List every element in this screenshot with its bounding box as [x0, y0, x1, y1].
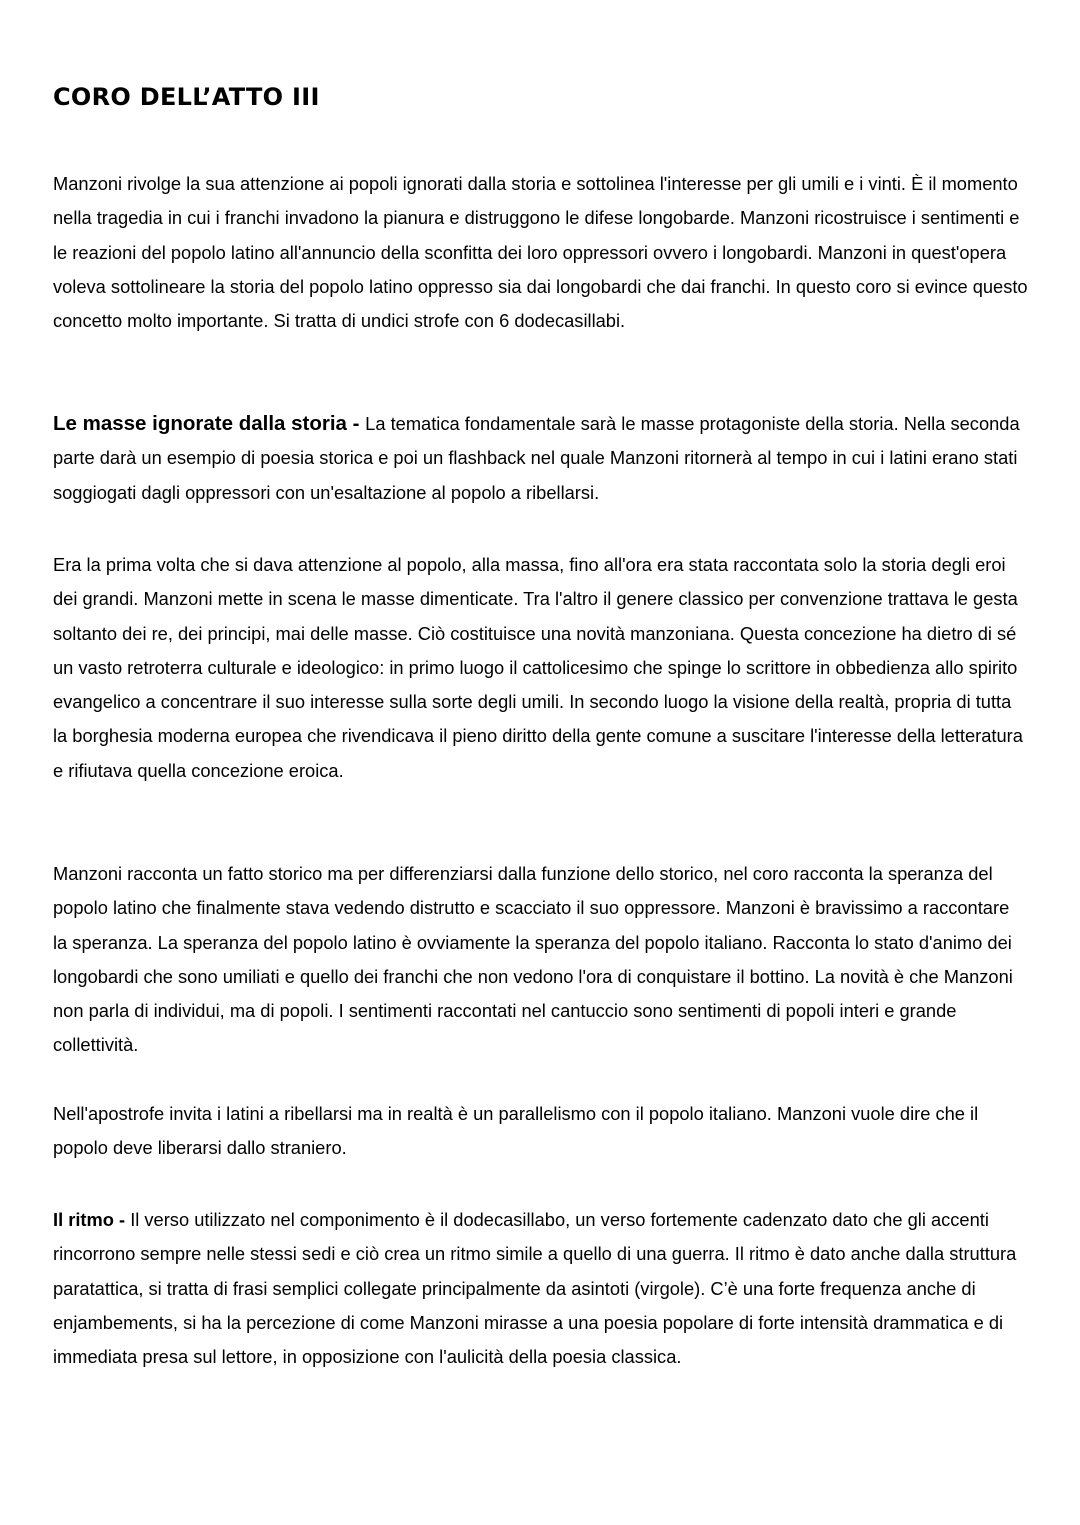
paragraph-text: Il verso utilizzato nel componimento è il dodecasillabo, un verso fortemente cadenzato dato che gli accenti rincorrono sempre nelle stessi sedi e ciò crea un ritmo simile a quello di una guerra. Il ritmo è dato anche dalla struttura paratattica, si tratta di frasi semplici collegate principalmente da asintoti (virgole). C’è una forte frequenza anche di enjambements, si ha la percezione di come Manzoni mirasse a una poesia popolare di forte intensità drammatica e di immediata presa sul lettore, in opposizione con l'aulicità della poesia classica. — [53, 1209, 1017, 1368]
paragraph-text: Manzoni racconta un fatto storico ma per differenziarsi dalla funzione dello storico, nel coro racconta la speranza del popolo latino che finalmente stava vedendo distrutto e scacciato il suo oppressore. Manzoni è bravissimo a raccontare la speranza. La speranza del popolo latino è ovviamente la speranza del popolo italiano. Racconta lo stato d'animo dei longobardi che sono umiliati e quello dei franchi che non vedono l'ora di conquistare il bottino. La novità è che Manzoni non parla di individui, ma di popoli. I sentimenti raccontati nel cantuccio sono sentimenti di popoli interi e grande collettività. — [53, 863, 1013, 1056]
section-heading-ritmo: Il ritmo - — [53, 1209, 131, 1230]
paragraph-intro — [53, 167, 1028, 338]
document-title: CORO DELL’ATTO III — [53, 83, 320, 111]
paragraph-fatto-storico — [53, 857, 1028, 1063]
paragraph-ritmo — [53, 1203, 1028, 1374]
section-heading-masse-ignorate: Le masse ignorate dalla storia - — [53, 412, 366, 435]
paragraph-text: Era la prima volta che si dava attenzione al popolo, alla massa, fino all'ora era stata raccontata solo la storia degli eroi dei grandi. Manzoni mette in scena le masse dimenticate. Tra l'altro il genere classico per convenzione trattava le gesta soltanto dei re, dei principi, mai delle masse. Ciò costituisce una novità manzoniana. Questa concezione ha dietro di sé un vasto retroterra culturale e ideologico: in primo luogo il cattolicesimo che spinge lo scrittore in obbedienza allo spirito evangelico a concentrare il suo interesse sulla sorte degli umili. In secondo luogo la visione della realtà, propria di tutta la borghesia moderna europea che rivendicava il pieno diritto della gente comune a suscitare l'interesse della letteratura e rifiutava quella concezione eroica. — [53, 554, 1023, 781]
paragraph-text: La tematica fondamentale sarà le masse protagoniste della storia. Nella seconda parte darà un esempio di poesia storica e poi un flashback nel quale Manzoni ritornerà al tempo in cui i latini erano stati soggiogati dagli oppressori con un'esaltazione al popolo a ribellarsi. — [53, 413, 1020, 503]
paragraph-masse-ignorate — [53, 407, 1028, 510]
paragraph-text: Nell'apostrofe invita i latini a ribellarsi ma in realtà è un parallelismo con il popolo italiano. Manzoni vuole dire che il popolo deve liberarsi dallo straniero. — [53, 1103, 979, 1159]
paragraph-apostrofe — [53, 1097, 1028, 1166]
paragraph-text: Manzoni rivolge la sua attenzione ai popoli ignorati dalla storia e sottolinea l'interesse per gli umili e i vinti. È il momento nella tragedia in cui i franchi invadono la pianura e distruggono le difese longobarde. Manzoni ricostruisce i sentimenti e le reazioni del popolo latino all'annuncio della sconfitta dei loro oppressori ovvero i longobardi. Manzoni in quest'opera voleva sottolineare la storia del popolo latino oppresso sia dai longobardi che dai franchi. In questo coro si evince questo concetto molto importante. Si tratta di undici strofe con 6 dodecasillabi. — [53, 173, 1028, 332]
paragraph-prima-volta — [53, 548, 1028, 788]
